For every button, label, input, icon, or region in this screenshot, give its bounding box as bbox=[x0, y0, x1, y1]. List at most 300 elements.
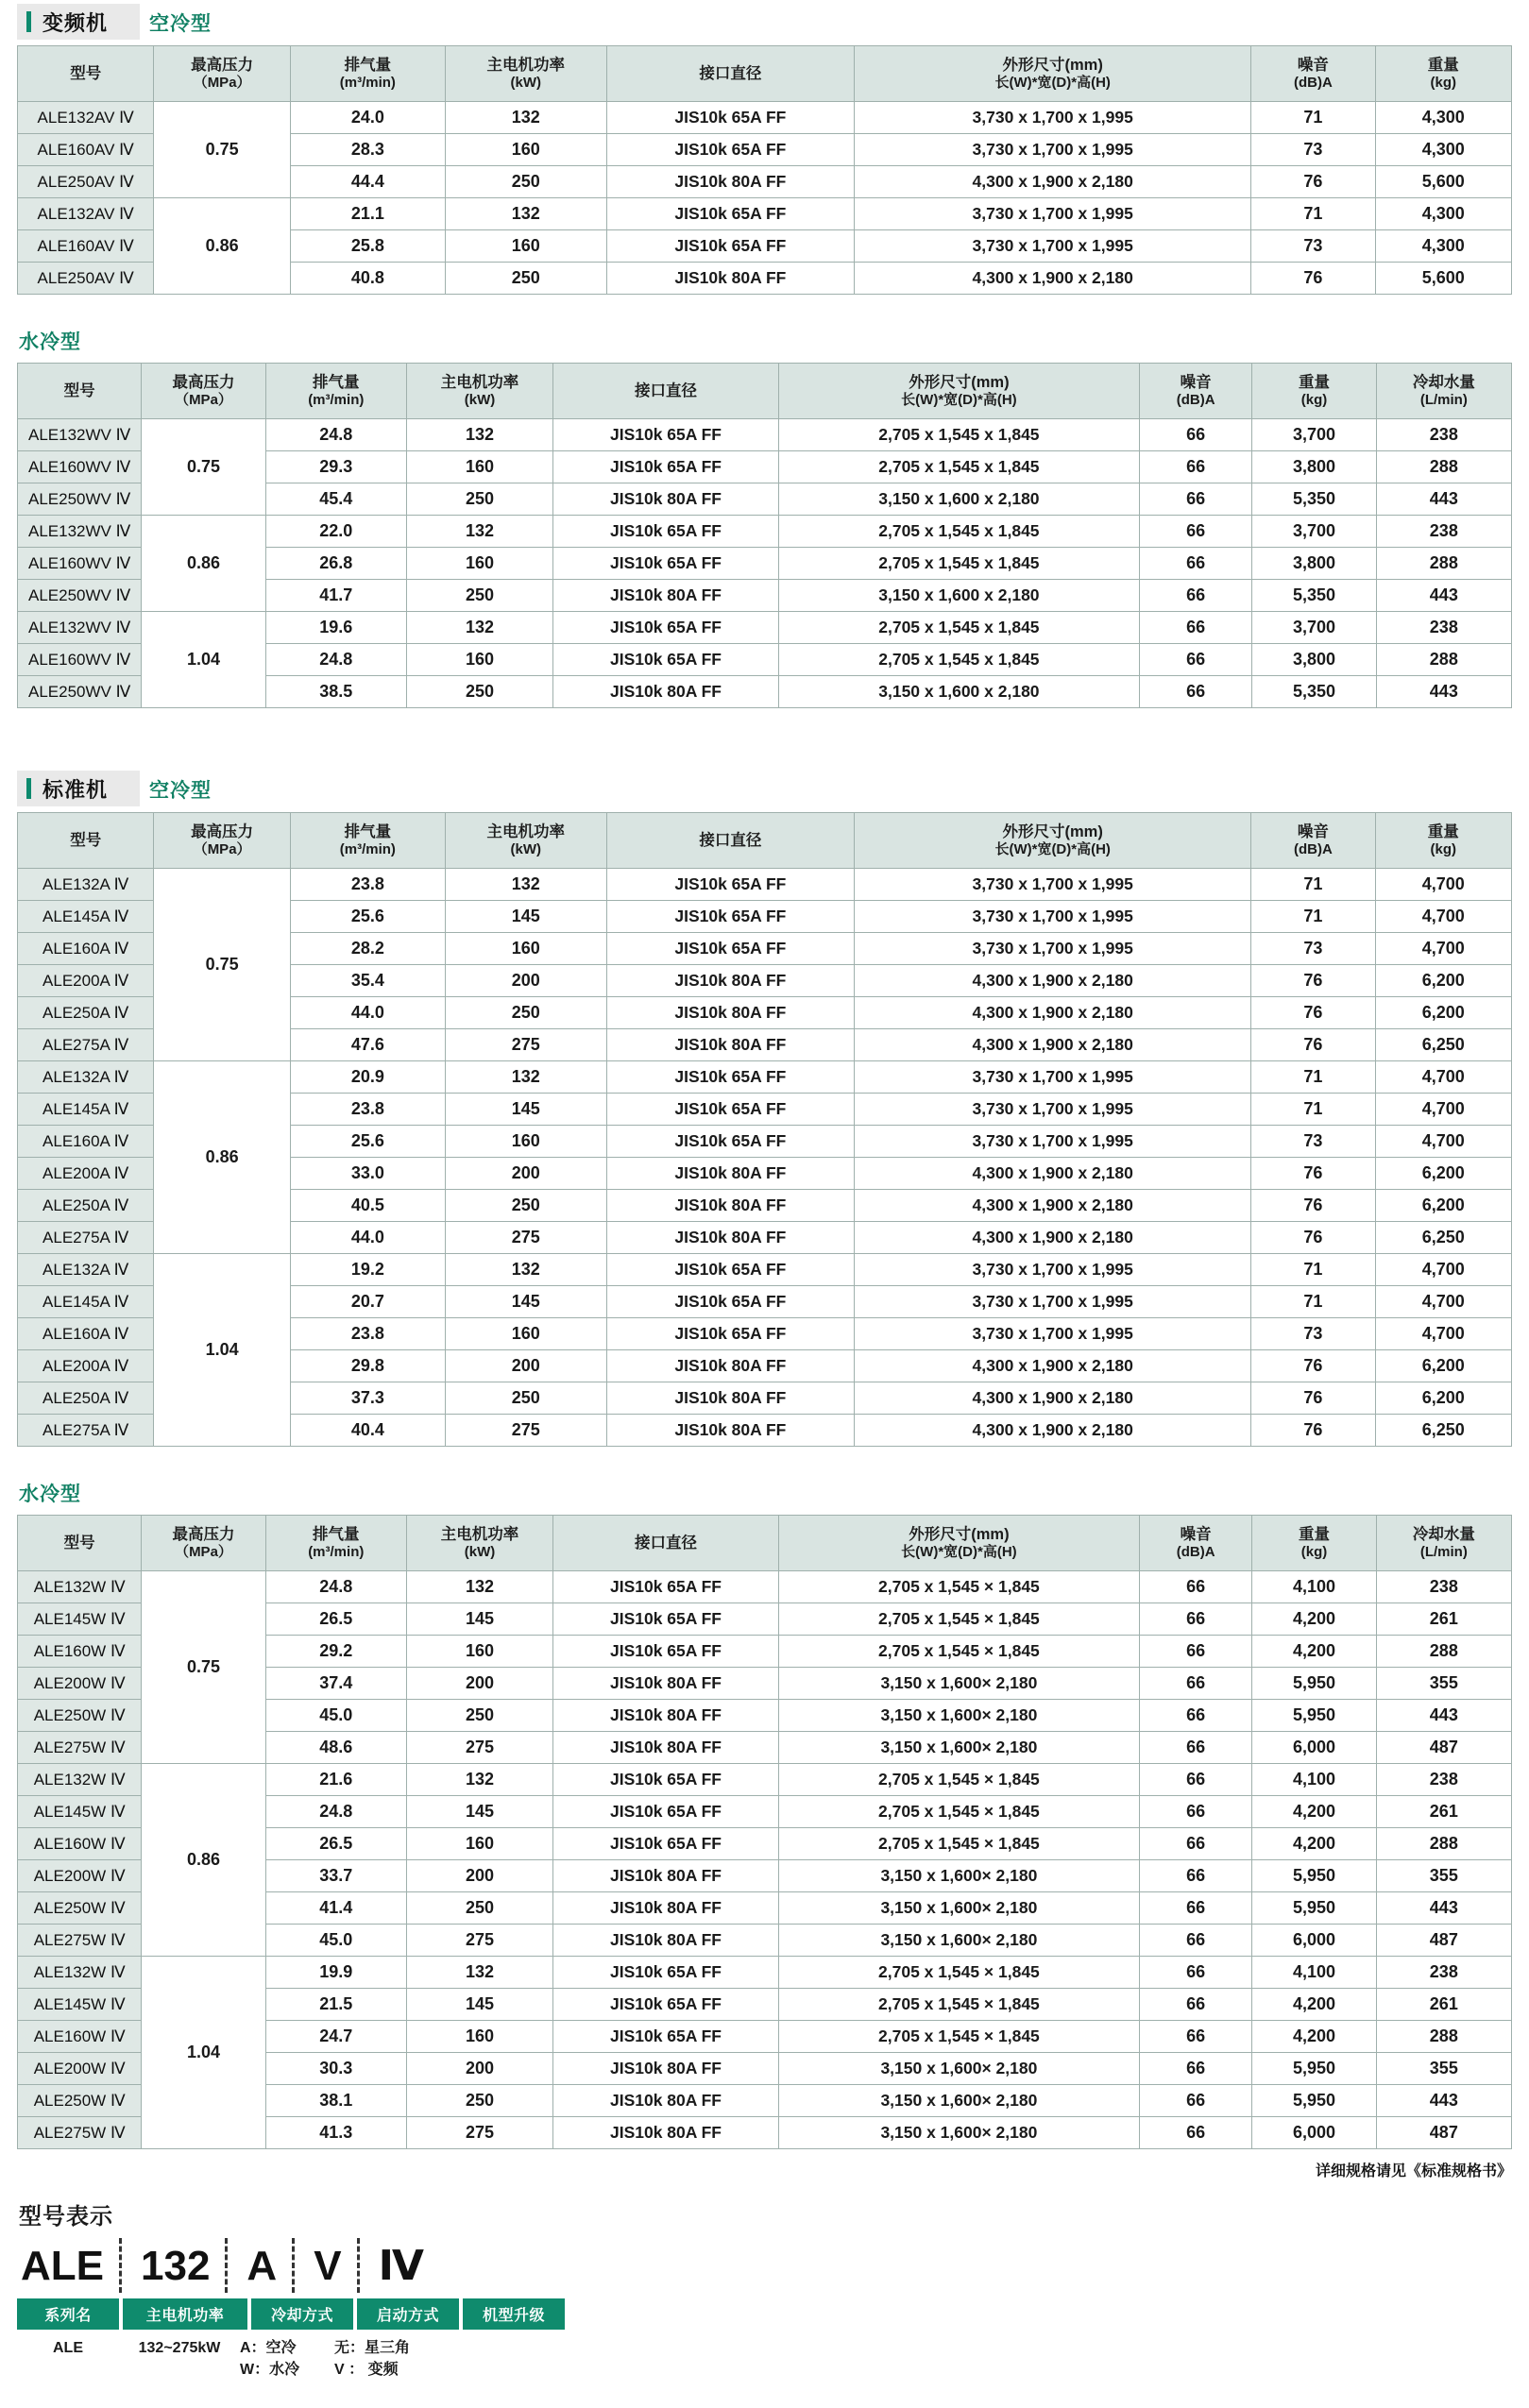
cell-power: 250 bbox=[445, 263, 606, 295]
cell-cooling-water: 288 bbox=[1376, 548, 1511, 580]
table-row bbox=[18, 1571, 1512, 1603]
section-title-text: 标准机 bbox=[42, 777, 109, 802]
cell-cooling-water: 261 bbox=[1376, 1989, 1511, 2021]
cell-connection: JIS10k 80A FF bbox=[553, 1925, 779, 1957]
cell-weight: 4,200 bbox=[1252, 2021, 1376, 2053]
cell-connection: JIS10k 65A FF bbox=[606, 1061, 855, 1094]
cell-flow: 37.4 bbox=[265, 1668, 406, 1700]
cell-power: 132 bbox=[406, 419, 552, 451]
cell-power: 145 bbox=[445, 1286, 606, 1318]
cell-noise: 66 bbox=[1139, 1571, 1251, 1603]
cell-connection: JIS10k 80A FF bbox=[553, 1892, 779, 1925]
table-body bbox=[18, 869, 1512, 1447]
col-cooling-water: 冷却水量 (L/min) bbox=[1376, 364, 1511, 419]
cell-flow: 28.3 bbox=[290, 134, 445, 166]
cell-flow: 25.8 bbox=[290, 230, 445, 263]
cell-flow: 20.9 bbox=[290, 1061, 445, 1094]
cell-flow: 40.5 bbox=[290, 1190, 445, 1222]
col-dimensions: 外形尺寸(mm) 长(W)*宽(D)*高(H) bbox=[778, 1516, 1139, 1571]
cell-noise: 66 bbox=[1139, 1732, 1251, 1764]
cell-cooling-water: 238 bbox=[1376, 1957, 1511, 1989]
cell-dimensions: 4,300 x 1,900 x 2,180 bbox=[855, 965, 1251, 997]
cell-dimensions: 4,300 x 1,900 x 2,180 bbox=[855, 997, 1251, 1029]
cell-noise: 76 bbox=[1251, 1350, 1375, 1382]
cell-power: 275 bbox=[445, 1222, 606, 1254]
cell-power: 200 bbox=[406, 2053, 552, 2085]
cell-pressure: 0.75 bbox=[142, 1571, 265, 1764]
cell-pressure: 0.86 bbox=[142, 1764, 265, 1957]
cell-pressure: 1.04 bbox=[142, 612, 265, 708]
cell-flow: 41.3 bbox=[265, 2117, 406, 2149]
table-row bbox=[18, 198, 1512, 230]
cell-model: ALE275W Ⅳ bbox=[18, 1732, 142, 1764]
cell-weight: 3,800 bbox=[1252, 548, 1376, 580]
table-row bbox=[18, 869, 1512, 901]
cell-connection: JIS10k 80A FF bbox=[553, 676, 779, 708]
col-dimensions: 外形尺寸(mm) 长(W)*宽(D)*高(H) bbox=[855, 46, 1251, 102]
spec-table-inverter-air bbox=[17, 45, 1512, 295]
cell-power: 275 bbox=[445, 1029, 606, 1061]
cell-flow: 24.7 bbox=[265, 2021, 406, 2053]
cell-model: ALE250WV Ⅳ bbox=[18, 580, 142, 612]
cell-connection: JIS10k 65A FF bbox=[553, 2021, 779, 2053]
col-noise: 噪音 (dB)A bbox=[1251, 813, 1375, 869]
cell-pressure: 0.75 bbox=[154, 102, 290, 198]
cell-model: ALE250AV Ⅳ bbox=[18, 263, 154, 295]
label-series: 系列名 bbox=[17, 2298, 119, 2330]
cell-flow: 29.8 bbox=[290, 1350, 445, 1382]
cell-dimensions: 3,730 x 1,700 x 1,995 bbox=[855, 102, 1251, 134]
cell-model: ALE145W Ⅳ bbox=[18, 1603, 142, 1636]
cell-model: ALE160W Ⅳ bbox=[18, 1636, 142, 1668]
col-connection: 接口直径 bbox=[553, 1516, 779, 1571]
cell-power: 132 bbox=[445, 1254, 606, 1286]
cell-power: 250 bbox=[406, 676, 552, 708]
section-subtitle-water-cooled-inverter: 水冷型 bbox=[19, 331, 81, 353]
cell-noise: 76 bbox=[1251, 1158, 1375, 1190]
cell-weight: 6,200 bbox=[1375, 1350, 1511, 1382]
cell-flow: 19.9 bbox=[265, 1957, 406, 1989]
cell-dimensions: 3,150 x 1,600× 2,180 bbox=[778, 1700, 1139, 1732]
cell-model: ALE275W Ⅳ bbox=[18, 1925, 142, 1957]
col-power: 主电机功率 (kW) bbox=[445, 813, 606, 869]
cell-flow: 25.6 bbox=[290, 1126, 445, 1158]
cell-power: 250 bbox=[445, 1382, 606, 1415]
section-subtitle-water-cooled-standard: 水冷型 bbox=[19, 1484, 81, 1505]
cell-weight: 3,800 bbox=[1252, 451, 1376, 483]
cell-power: 250 bbox=[445, 997, 606, 1029]
cell-power: 200 bbox=[445, 1158, 606, 1190]
cell-pressure: 0.86 bbox=[154, 198, 290, 295]
cell-weight: 5,950 bbox=[1252, 2085, 1376, 2117]
cell-connection: JIS10k 65A FF bbox=[553, 1796, 779, 1828]
col-connection: 接口直径 bbox=[606, 46, 855, 102]
cell-weight: 3,700 bbox=[1252, 516, 1376, 548]
cell-connection: JIS10k 80A FF bbox=[553, 2085, 779, 2117]
cell-model: ALE145A Ⅳ bbox=[18, 1094, 154, 1126]
cell-connection: JIS10k 65A FF bbox=[606, 102, 855, 134]
cell-weight: 3,700 bbox=[1252, 419, 1376, 451]
cell-dimensions: 2,705 x 1,545 × 1,845 bbox=[778, 1764, 1139, 1796]
cell-noise: 73 bbox=[1251, 134, 1375, 166]
cell-power: 250 bbox=[406, 1700, 552, 1732]
cell-model: ALE250WV Ⅳ bbox=[18, 483, 142, 516]
cell-model: ALE160A Ⅳ bbox=[18, 933, 154, 965]
cell-dimensions: 4,300 x 1,900 x 2,180 bbox=[855, 1190, 1251, 1222]
cell-connection: JIS10k 80A FF bbox=[606, 1029, 855, 1061]
table-row bbox=[18, 1061, 1512, 1094]
cell-connection: JIS10k 65A FF bbox=[606, 1254, 855, 1286]
cell-connection: JIS10k 80A FF bbox=[553, 2053, 779, 2085]
desc-start: 无：星三角 V ： 变频 bbox=[334, 2340, 411, 2379]
cell-model: ALE250W Ⅳ bbox=[18, 2085, 142, 2117]
cell-connection: JIS10k 65A FF bbox=[553, 1603, 779, 1636]
cell-cooling-water: 443 bbox=[1376, 483, 1511, 516]
cell-connection: JIS10k 65A FF bbox=[553, 1764, 779, 1796]
cell-power: 145 bbox=[406, 1989, 552, 2021]
cell-power: 275 bbox=[406, 2117, 552, 2149]
cell-model: ALE132WV Ⅳ bbox=[18, 516, 142, 548]
cell-model: ALE250A Ⅳ bbox=[18, 997, 154, 1029]
cell-flow: 41.4 bbox=[265, 1892, 406, 1925]
label-power: 主电机功率 bbox=[123, 2298, 247, 2330]
cell-dimensions: 2,705 x 1,545 × 1,845 bbox=[778, 1571, 1139, 1603]
cell-connection: JIS10k 80A FF bbox=[606, 166, 855, 198]
cell-cooling-water: 355 bbox=[1376, 1860, 1511, 1892]
col-flow: 排气量 (m³/min) bbox=[265, 364, 406, 419]
cell-dimensions: 3,730 x 1,700 x 1,995 bbox=[855, 1126, 1251, 1158]
cell-weight: 5,600 bbox=[1375, 166, 1511, 198]
cell-weight: 6,000 bbox=[1252, 2117, 1376, 2149]
cell-model: ALE132AV Ⅳ bbox=[18, 198, 154, 230]
cell-noise: 76 bbox=[1251, 1415, 1375, 1447]
cell-noise: 71 bbox=[1251, 102, 1375, 134]
cell-noise: 73 bbox=[1251, 1318, 1375, 1350]
cell-model: ALE200W Ⅳ bbox=[18, 1860, 142, 1892]
cell-noise: 66 bbox=[1139, 1828, 1251, 1860]
cell-model: ALE250W Ⅳ bbox=[18, 1892, 142, 1925]
code-part-cooling: A bbox=[246, 2243, 278, 2289]
cell-flow: 45.0 bbox=[265, 1700, 406, 1732]
table-row bbox=[18, 1254, 1512, 1286]
cell-model: ALE145W Ⅳ bbox=[18, 1989, 142, 2021]
cell-noise: 66 bbox=[1139, 644, 1251, 676]
cell-weight: 5,350 bbox=[1252, 580, 1376, 612]
cell-dimensions: 2,705 x 1,545 x 1,845 bbox=[778, 419, 1139, 451]
cell-dimensions: 2,705 x 1,545 x 1,845 bbox=[778, 548, 1139, 580]
cell-connection: JIS10k 80A FF bbox=[553, 1860, 779, 1892]
cell-cooling-water: 487 bbox=[1376, 1925, 1511, 1957]
cell-power: 160 bbox=[406, 1828, 552, 1860]
cell-flow: 23.8 bbox=[290, 869, 445, 901]
col-pressure: 最高压力 （MPa） bbox=[154, 46, 290, 102]
cell-flow: 45.4 bbox=[265, 483, 406, 516]
cell-flow: 40.8 bbox=[290, 263, 445, 295]
cell-noise: 76 bbox=[1251, 263, 1375, 295]
cell-noise: 73 bbox=[1251, 933, 1375, 965]
cell-weight: 4,700 bbox=[1375, 1126, 1511, 1158]
cell-model: ALE275A Ⅳ bbox=[18, 1222, 154, 1254]
cell-dimensions: 2,705 x 1,545 x 1,845 bbox=[778, 451, 1139, 483]
cell-cooling-water: 443 bbox=[1376, 2085, 1511, 2117]
cell-flow: 24.8 bbox=[265, 419, 406, 451]
cell-model: ALE132W Ⅳ bbox=[18, 1571, 142, 1603]
cell-noise: 66 bbox=[1139, 1668, 1251, 1700]
cell-flow: 28.2 bbox=[290, 933, 445, 965]
label-generation: 机型升级 bbox=[463, 2298, 565, 2330]
cell-dimensions: 4,300 x 1,900 x 2,180 bbox=[855, 1350, 1251, 1382]
footnote: 详细规格请见《标准规格书》 bbox=[1315, 2163, 1512, 2179]
cell-model: ALE200A Ⅳ bbox=[18, 965, 154, 997]
cell-cooling-water: 487 bbox=[1376, 2117, 1511, 2149]
cell-dimensions: 3,730 x 1,700 x 1,995 bbox=[855, 230, 1251, 263]
cell-dimensions: 3,730 x 1,700 x 1,995 bbox=[855, 901, 1251, 933]
cell-model: ALE132A Ⅳ bbox=[18, 869, 154, 901]
cell-power: 160 bbox=[445, 1318, 606, 1350]
cell-dimensions: 3,150 x 1,600× 2,180 bbox=[778, 1732, 1139, 1764]
cell-weight: 4,200 bbox=[1252, 1828, 1376, 1860]
cell-power: 250 bbox=[406, 580, 552, 612]
cell-dimensions: 2,705 x 1,545 x 1,845 bbox=[778, 612, 1139, 644]
col-model: 型号 bbox=[18, 1516, 142, 1571]
cell-weight: 4,300 bbox=[1375, 198, 1511, 230]
cell-flow: 48.6 bbox=[265, 1732, 406, 1764]
cell-noise: 76 bbox=[1251, 1029, 1375, 1061]
cell-flow: 20.7 bbox=[290, 1286, 445, 1318]
cell-dimensions: 2,705 x 1,545 × 1,845 bbox=[778, 1957, 1139, 1989]
cell-flow: 26.5 bbox=[265, 1603, 406, 1636]
cell-weight: 6,000 bbox=[1252, 1732, 1376, 1764]
cell-dimensions: 3,730 x 1,700 x 1,995 bbox=[855, 198, 1251, 230]
code-part-generation: Ⅳ bbox=[378, 2243, 424, 2289]
col-dimensions: 外形尺寸(mm) 长(W)*宽(D)*高(H) bbox=[778, 364, 1139, 419]
cell-dimensions: 4,300 x 1,900 x 2,180 bbox=[855, 1415, 1251, 1447]
cell-dimensions: 3,730 x 1,700 x 1,995 bbox=[855, 869, 1251, 901]
cell-connection: JIS10k 65A FF bbox=[606, 134, 855, 166]
cell-model: ALE275A Ⅳ bbox=[18, 1415, 154, 1447]
accent-bar-icon bbox=[26, 11, 31, 32]
cell-power: 132 bbox=[406, 1957, 552, 1989]
cell-flow: 24.8 bbox=[265, 1571, 406, 1603]
cell-model: ALE200W Ⅳ bbox=[18, 2053, 142, 2085]
cell-weight: 4,700 bbox=[1375, 1061, 1511, 1094]
cell-power: 145 bbox=[406, 1796, 552, 1828]
cell-model: ALE160WV Ⅳ bbox=[18, 451, 142, 483]
cell-power: 132 bbox=[406, 1571, 552, 1603]
cell-noise: 66 bbox=[1139, 1603, 1251, 1636]
cell-power: 160 bbox=[406, 548, 552, 580]
cell-noise: 66 bbox=[1139, 516, 1251, 548]
code-part-power: 132 bbox=[141, 2243, 211, 2289]
cell-cooling-water: 288 bbox=[1376, 1828, 1511, 1860]
dashed-separator-icon bbox=[225, 2238, 228, 2293]
section-header-standard bbox=[17, 767, 1512, 806]
col-noise: 噪音 (dB)A bbox=[1139, 364, 1251, 419]
cell-connection: JIS10k 65A FF bbox=[553, 612, 779, 644]
cell-flow: 47.6 bbox=[290, 1029, 445, 1061]
table-row bbox=[18, 102, 1512, 134]
cell-flow: 38.5 bbox=[265, 676, 406, 708]
cell-noise: 66 bbox=[1139, 2021, 1251, 2053]
cell-model: ALE160WV Ⅳ bbox=[18, 548, 142, 580]
cell-cooling-water: 261 bbox=[1376, 1796, 1511, 1828]
cell-noise: 66 bbox=[1139, 1892, 1251, 1925]
col-noise: 噪音 (dB)A bbox=[1251, 46, 1375, 102]
table-header-row bbox=[18, 813, 1512, 869]
model-naming-labels bbox=[17, 2298, 1512, 2330]
cell-noise: 66 bbox=[1139, 1636, 1251, 1668]
cell-model: ALE132W Ⅳ bbox=[18, 1957, 142, 1989]
cell-weight: 4,700 bbox=[1375, 1318, 1511, 1350]
col-connection: 接口直径 bbox=[606, 813, 855, 869]
cell-weight: 6,200 bbox=[1375, 1382, 1511, 1415]
cell-flow: 21.1 bbox=[290, 198, 445, 230]
cell-connection: JIS10k 65A FF bbox=[606, 1286, 855, 1318]
col-weight: 重量 (kg) bbox=[1375, 46, 1511, 102]
cell-noise: 66 bbox=[1139, 2117, 1251, 2149]
cell-flow: 23.8 bbox=[290, 1094, 445, 1126]
cell-power: 145 bbox=[406, 1603, 552, 1636]
cell-dimensions: 3,150 x 1,600× 2,180 bbox=[778, 2117, 1139, 2149]
cell-connection: JIS10k 65A FF bbox=[606, 1126, 855, 1158]
cell-noise: 66 bbox=[1139, 483, 1251, 516]
cell-flow: 33.0 bbox=[290, 1158, 445, 1190]
cell-noise: 76 bbox=[1251, 1222, 1375, 1254]
cell-dimensions: 3,730 x 1,700 x 1,995 bbox=[855, 1286, 1251, 1318]
section-title-inverter bbox=[17, 4, 140, 40]
cell-flow: 29.3 bbox=[265, 451, 406, 483]
cell-flow: 19.6 bbox=[265, 612, 406, 644]
cell-weight: 4,700 bbox=[1375, 1254, 1511, 1286]
cell-cooling-water: 238 bbox=[1376, 516, 1511, 548]
cell-power: 250 bbox=[406, 2085, 552, 2117]
cell-model: ALE200A Ⅳ bbox=[18, 1350, 154, 1382]
cell-weight: 6,200 bbox=[1375, 1158, 1511, 1190]
cell-noise: 66 bbox=[1139, 2053, 1251, 2085]
cell-weight: 6,250 bbox=[1375, 1029, 1511, 1061]
desc-generation bbox=[442, 2337, 533, 2381]
cell-dimensions: 3,150 x 1,600× 2,180 bbox=[778, 1892, 1139, 1925]
cell-weight: 5,600 bbox=[1375, 263, 1511, 295]
col-flow: 排气量 (m³/min) bbox=[265, 1516, 406, 1571]
section-subtitle-air-cooled: 空冷型 bbox=[149, 13, 212, 35]
cell-model: ALE132AV Ⅳ bbox=[18, 102, 154, 134]
cell-noise: 66 bbox=[1139, 1860, 1251, 1892]
cell-connection: JIS10k 65A FF bbox=[606, 901, 855, 933]
cell-noise: 66 bbox=[1139, 676, 1251, 708]
cell-dimensions: 3,730 x 1,700 x 1,995 bbox=[855, 134, 1251, 166]
cell-power: 132 bbox=[445, 198, 606, 230]
cell-model: ALE145A Ⅳ bbox=[18, 1286, 154, 1318]
cell-model: ALE275W Ⅳ bbox=[18, 2117, 142, 2149]
label-cooling: 冷却方式 bbox=[251, 2298, 353, 2330]
cell-power: 250 bbox=[406, 1892, 552, 1925]
cell-weight: 4,700 bbox=[1375, 901, 1511, 933]
cell-dimensions: 3,730 x 1,700 x 1,995 bbox=[855, 1254, 1251, 1286]
cell-connection: JIS10k 65A FF bbox=[553, 419, 779, 451]
cell-weight: 4,300 bbox=[1375, 134, 1511, 166]
col-power: 主电机功率 (kW) bbox=[406, 364, 552, 419]
desc-power: 132~275kW bbox=[138, 2340, 221, 2356]
cell-model: ALE145W Ⅳ bbox=[18, 1796, 142, 1828]
table-header-row bbox=[18, 1516, 1512, 1571]
cell-flow: 21.5 bbox=[265, 1989, 406, 2021]
cell-connection: JIS10k 80A FF bbox=[553, 2117, 779, 2149]
cell-connection: JIS10k 80A FF bbox=[553, 1732, 779, 1764]
cell-dimensions: 3,150 x 1,600 x 2,180 bbox=[778, 580, 1139, 612]
cell-cooling-water: 288 bbox=[1376, 451, 1511, 483]
cell-model: ALE160WV Ⅳ bbox=[18, 644, 142, 676]
col-power: 主电机功率 (kW) bbox=[406, 1516, 552, 1571]
cell-weight: 4,200 bbox=[1252, 1989, 1376, 2021]
cell-model: ALE250A Ⅳ bbox=[18, 1190, 154, 1222]
cell-pressure: 0.75 bbox=[142, 419, 265, 516]
cell-cooling-water: 443 bbox=[1376, 1892, 1511, 1925]
cell-cooling-water: 288 bbox=[1376, 1636, 1511, 1668]
cell-cooling-water: 288 bbox=[1376, 644, 1511, 676]
cell-flow: 21.6 bbox=[265, 1764, 406, 1796]
cell-pressure: 0.75 bbox=[154, 869, 290, 1061]
cell-cooling-water: 443 bbox=[1376, 580, 1511, 612]
section-subtitle-air-cooled-standard: 空冷型 bbox=[149, 780, 212, 802]
cell-cooling-water: 238 bbox=[1376, 419, 1511, 451]
cell-flow: 30.3 bbox=[265, 2053, 406, 2085]
cell-power: 160 bbox=[445, 933, 606, 965]
cell-model: ALE160A Ⅳ bbox=[18, 1318, 154, 1350]
cell-power: 200 bbox=[406, 1860, 552, 1892]
cell-noise: 66 bbox=[1139, 1700, 1251, 1732]
cell-connection: JIS10k 65A FF bbox=[606, 933, 855, 965]
cell-flow: 29.2 bbox=[265, 1636, 406, 1668]
cell-noise: 71 bbox=[1251, 869, 1375, 901]
cell-model: ALE132A Ⅳ bbox=[18, 1254, 154, 1286]
cell-power: 200 bbox=[445, 965, 606, 997]
code-part-start: V bbox=[314, 2243, 342, 2289]
cell-noise: 66 bbox=[1139, 1989, 1251, 2021]
cell-noise: 66 bbox=[1139, 2085, 1251, 2117]
spec-table-standard-air bbox=[17, 812, 1512, 1447]
cell-flow: 40.4 bbox=[290, 1415, 445, 1447]
cell-connection: JIS10k 65A FF bbox=[553, 1828, 779, 1860]
cell-dimensions: 4,300 x 1,900 x 2,180 bbox=[855, 1382, 1251, 1415]
cell-pressure: 1.04 bbox=[154, 1254, 290, 1447]
cell-model: ALE160AV Ⅳ bbox=[18, 134, 154, 166]
cell-noise: 76 bbox=[1251, 166, 1375, 198]
cell-connection: JIS10k 80A FF bbox=[606, 997, 855, 1029]
cell-power: 132 bbox=[445, 869, 606, 901]
col-weight: 重量 (kg) bbox=[1252, 364, 1376, 419]
col-model: 型号 bbox=[18, 813, 154, 869]
cell-dimensions: 3,150 x 1,600× 2,180 bbox=[778, 1668, 1139, 1700]
cell-connection: JIS10k 65A FF bbox=[553, 451, 779, 483]
cell-connection: JIS10k 80A FF bbox=[606, 1222, 855, 1254]
code-part-series: ALE bbox=[21, 2243, 104, 2289]
cell-model: ALE160W Ⅳ bbox=[18, 1828, 142, 1860]
cell-weight: 3,700 bbox=[1252, 612, 1376, 644]
cell-pressure: 0.86 bbox=[154, 1061, 290, 1254]
cell-dimensions: 3,150 x 1,600 x 2,180 bbox=[778, 676, 1139, 708]
cell-flow: 26.5 bbox=[265, 1828, 406, 1860]
col-pressure: 最高压力 （MPa） bbox=[142, 364, 265, 419]
cell-model: ALE250W Ⅳ bbox=[18, 1700, 142, 1732]
cell-model: ALE132A Ⅳ bbox=[18, 1061, 154, 1094]
cell-model: ALE132WV Ⅳ bbox=[18, 419, 142, 451]
cell-flow: 24.0 bbox=[290, 102, 445, 134]
cell-model: ALE250A Ⅳ bbox=[18, 1382, 154, 1415]
cell-connection: JIS10k 80A FF bbox=[553, 580, 779, 612]
section-header-inverter bbox=[17, 0, 1512, 40]
cell-power: 160 bbox=[445, 230, 606, 263]
